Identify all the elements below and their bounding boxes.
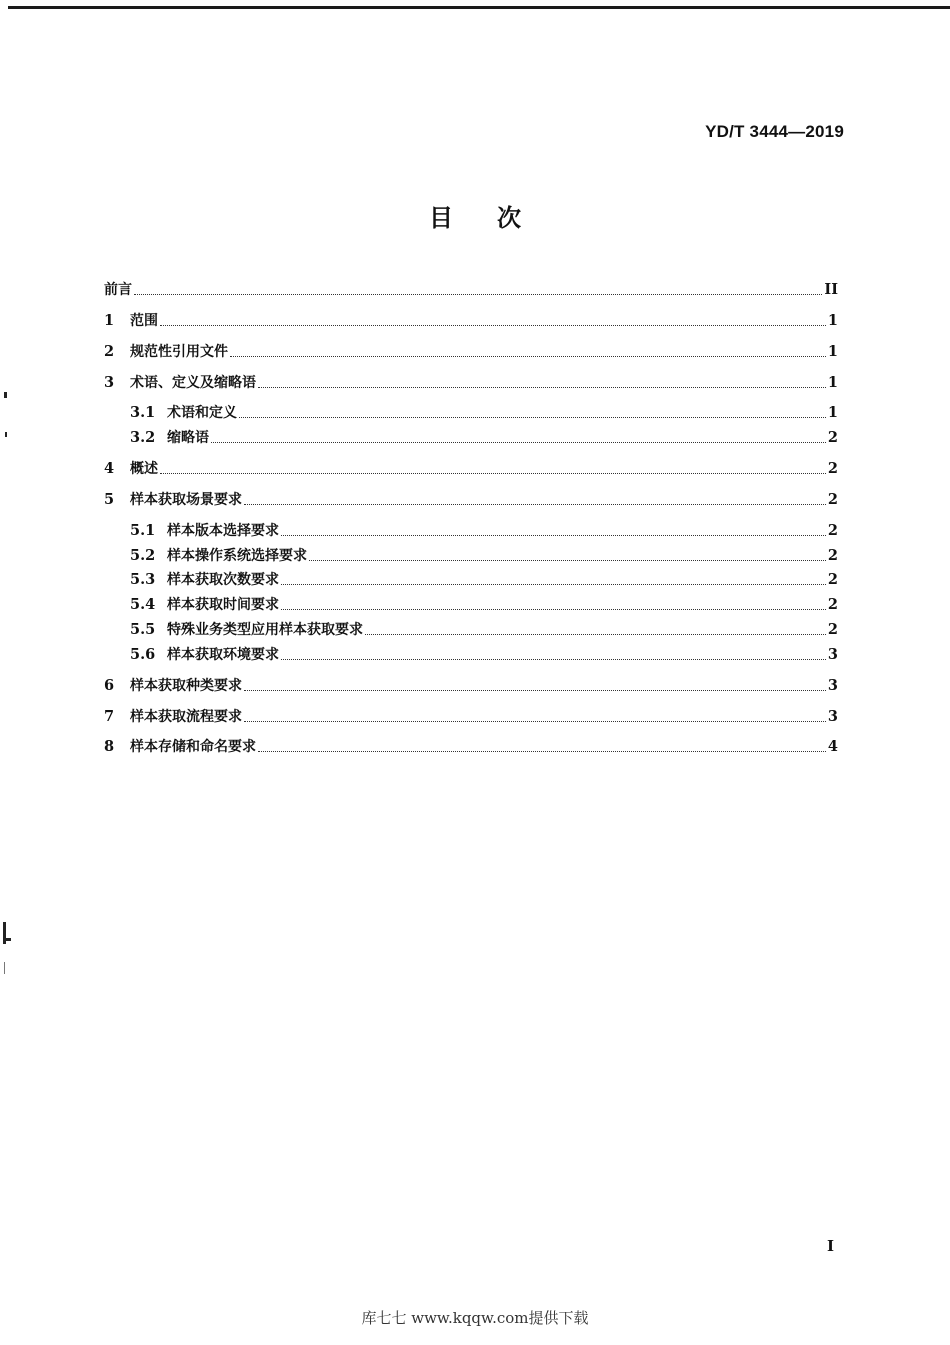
toc-entry-number: 4 [104, 460, 115, 477]
toc-entry-label: 术语和定义 [167, 405, 237, 421]
toc-entry-page: 4 [827, 738, 838, 755]
toc-entry-number: 3 [104, 374, 115, 391]
toc-entry-2[interactable] [104, 342, 838, 362]
toc-entry-label: 概述 [130, 461, 158, 477]
toc-leader-dots [134, 294, 822, 295]
toc-entry-page: 2 [827, 491, 838, 508]
toc-entry-8[interactable] [104, 737, 838, 757]
toc-entry-4[interactable] [104, 459, 838, 479]
toc-entry-number: 5.1 [130, 522, 156, 539]
toc-entry-3-1[interactable] [130, 403, 838, 423]
toc-leader-dots [281, 584, 826, 585]
toc-entry-label: 样本存储和命名要求 [130, 739, 256, 755]
toc-entry-page: 1 [827, 343, 838, 360]
toc-entry-page: 2 [827, 621, 838, 638]
toc-entry-number: 8 [104, 738, 115, 755]
toc-entry-label: 规范性引用文件 [130, 344, 228, 360]
toc-entry-number: 7 [104, 708, 115, 725]
toc-entry-7[interactable] [104, 707, 838, 727]
toc-entry-page: 3 [827, 646, 838, 663]
scan-artifact [4, 962, 5, 974]
toc-entry-number: 2 [104, 343, 115, 360]
toc-title: 目次 [429, 204, 565, 232]
top-border-rule [8, 6, 950, 9]
toc-leader-dots [160, 473, 826, 474]
toc-entry-3-2[interactable] [130, 428, 838, 448]
toc-entry-page: 2 [827, 429, 838, 446]
toc-entry-1[interactable] [104, 311, 838, 331]
toc-entry-label: 前言 [104, 282, 132, 298]
toc-entry-number: 6 [104, 677, 115, 694]
scan-artifact [5, 432, 7, 437]
toc-entry-page: 1 [827, 404, 838, 421]
toc-entry-number: 3.1 [130, 404, 156, 421]
toc-entry-label: 样本版本选择要求 [167, 523, 279, 539]
download-watermark: 库七七 www.kqqw.com提供下载 [361, 1309, 589, 1327]
toc-entry-number: 3.2 [130, 429, 156, 446]
toc-entry-page: 2 [827, 460, 838, 477]
toc-entry-label: 样本获取次数要求 [167, 572, 279, 588]
toc-leader-dots [309, 560, 826, 561]
toc-leader-dots [230, 356, 826, 357]
toc-entry-label: 范围 [130, 313, 158, 329]
toc-entry-page: 2 [827, 522, 838, 539]
toc-leader-dots [258, 387, 826, 388]
toc-entry-page: 3 [827, 677, 838, 694]
toc-entry-6[interactable] [104, 676, 838, 696]
toc-leader-dots [239, 417, 826, 418]
toc-leader-dots [281, 609, 826, 610]
toc-entry-5[interactable] [104, 490, 838, 510]
toc-entry-label: 样本获取时间要求 [167, 597, 279, 613]
toc-leader-dots [365, 634, 826, 635]
toc-leader-dots [281, 659, 826, 660]
toc-entry-number: 5 [104, 491, 115, 508]
toc-entry-number: 5.2 [130, 547, 156, 564]
toc-entry-number: 1 [104, 312, 115, 329]
toc-entry-number: 5.6 [130, 646, 156, 663]
toc-entry-label: 样本获取流程要求 [130, 709, 242, 725]
toc-entry-page: 2 [827, 596, 838, 613]
toc-entry-page: 1 [827, 374, 838, 391]
scan-artifact [6, 938, 11, 941]
toc-leader-dots [244, 690, 826, 691]
toc-entry-label: 样本获取环境要求 [167, 647, 279, 663]
toc-entry-5-1[interactable] [130, 521, 838, 541]
toc-entry-5-4[interactable] [130, 595, 838, 615]
toc-leader-dots [160, 325, 826, 326]
toc-entry-page: 1 [827, 312, 838, 329]
toc-entry-page: 3 [827, 708, 838, 725]
toc-entry-label: 样本获取场景要求 [130, 492, 242, 508]
toc-entry-label: 样本操作系统选择要求 [167, 548, 307, 564]
toc-entry-page: II [824, 281, 838, 298]
standard-code: YD/T 3444—2019 [705, 122, 844, 141]
toc-entry-number: 5.4 [130, 596, 156, 613]
toc-entry-number: 5.5 [130, 621, 156, 638]
scan-artifact [4, 392, 7, 398]
toc-leader-dots [244, 504, 826, 505]
toc-entry-foreword[interactable] [104, 280, 838, 300]
toc-entry-label: 样本获取种类要求 [130, 678, 242, 694]
toc-leader-dots [244, 721, 826, 722]
toc-entry-label: 特殊业务类型应用样本获取要求 [167, 622, 363, 638]
toc-leader-dots [258, 751, 826, 752]
toc-entry-label: 术语、定义及缩略语 [130, 375, 256, 391]
toc-entry-number: 5.3 [130, 571, 156, 588]
toc-entry-page: 2 [827, 547, 838, 564]
toc-entry-5-2[interactable] [130, 546, 838, 566]
toc-entry-3[interactable] [104, 373, 838, 393]
toc-leader-dots [211, 442, 826, 443]
toc-entry-5-3[interactable] [130, 570, 838, 590]
toc-entry-page: 2 [827, 571, 838, 588]
toc-entry-5-5[interactable] [130, 620, 838, 640]
page-number: I [826, 1237, 834, 1255]
toc-leader-dots [281, 535, 826, 536]
toc-entry-label: 缩略语 [167, 430, 209, 446]
toc-entry-5-6[interactable] [130, 645, 838, 665]
